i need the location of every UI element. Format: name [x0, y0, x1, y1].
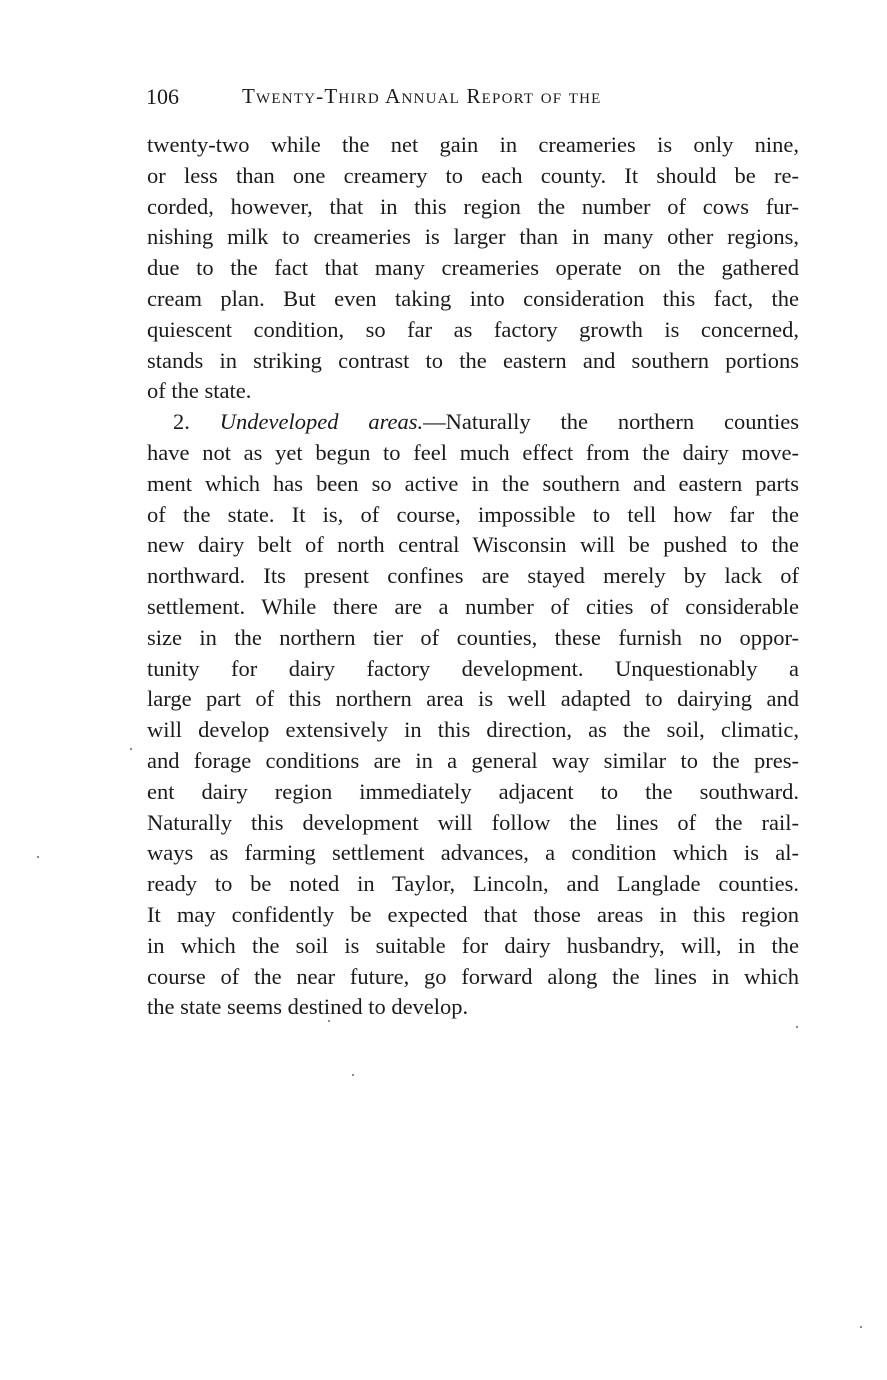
text-line: ready to be noted in Taylor, Lincoln, and Langlade counties.	[147, 871, 799, 897]
text-line: new dairy belt of north central Wisconsin will be pushed to the	[147, 532, 799, 558]
text-line: will develop extensively in this direction, as the soil, climatic,	[147, 717, 799, 743]
text-line: quiescent condition, so far as factory growth is concerned,	[147, 316, 799, 342]
text-line: and forage conditions are in a general way similar to the pres-	[147, 747, 799, 773]
text-fragment: —Naturally the northern counties	[423, 409, 799, 435]
body-text	[147, 130, 799, 1023]
paragraph-2	[147, 407, 799, 1023]
text-line: in which the soil is suitable for dairy husbandry, will, in the	[147, 932, 799, 958]
text-line: of the state. It is, of course, impossible to tell how far the	[147, 501, 799, 527]
text-line: corded, however, that in this region the number of cows fur-	[147, 193, 799, 219]
paper-speck	[37, 856, 39, 858]
section-heading: Undeveloped areas.	[219, 409, 424, 435]
text-line: cream plan. But even taking into consideration this fact, the	[147, 285, 799, 311]
paper-speck	[860, 1326, 862, 1328]
text-line: twenty-two while the net gain in creameries is only nine,	[147, 132, 799, 157]
text-line: It may confidently be expected that those areas in this region	[147, 901, 799, 927]
text-line: large part of this northern area is well adapted to dairying and	[147, 686, 799, 712]
paper-speck	[328, 1020, 330, 1022]
text-line: size in the northern tier of counties, these furnish no oppor-	[147, 624, 799, 650]
page-number: 106	[146, 84, 179, 109]
running-head	[146, 80, 806, 114]
text-line: of the state.	[147, 378, 252, 404]
paper-speck	[352, 1074, 354, 1076]
text-line: tunity for dairy factory development. Unquestionably a	[147, 655, 799, 681]
paper-speck	[796, 1026, 798, 1028]
text-line: ways as farming settlement advances, a condition which is al-	[147, 840, 799, 866]
text-line: Naturally this development will follow the lines of the rail-	[147, 809, 799, 835]
text-line: course of the near future, go forward along the lines in which	[147, 963, 799, 989]
text-line: stands in striking contrast to the eastern and southern portions	[147, 347, 799, 373]
paragraph-2-first-line	[147, 407, 799, 438]
text-line: the state seems destined to develop.	[147, 994, 469, 1020]
text-line: ent dairy region immediately adjacent to the southward.	[147, 778, 799, 804]
text-line: northward. Its present confines are stayed merely by lack of	[147, 563, 799, 589]
section-number: 2.	[173, 409, 190, 435]
text-line: settlement. While there are a number of cities of considerable	[147, 593, 799, 619]
text-line: nishing milk to creameries is larger than in many other regions,	[147, 224, 799, 250]
text-line: or less than one creamery to each county. It should be re-	[147, 162, 799, 188]
text-line: due to the fact that many creameries operate on the gathered	[147, 255, 799, 281]
paper-speck	[130, 748, 132, 750]
text-line: have not as yet begun to feel much effect from the dairy move-	[147, 439, 799, 465]
text-line: ment which has been so active in the southern and eastern parts	[147, 470, 799, 496]
running-title: Twenty-Third Annual Report of the	[242, 84, 602, 108]
paragraph-1	[147, 130, 799, 407]
